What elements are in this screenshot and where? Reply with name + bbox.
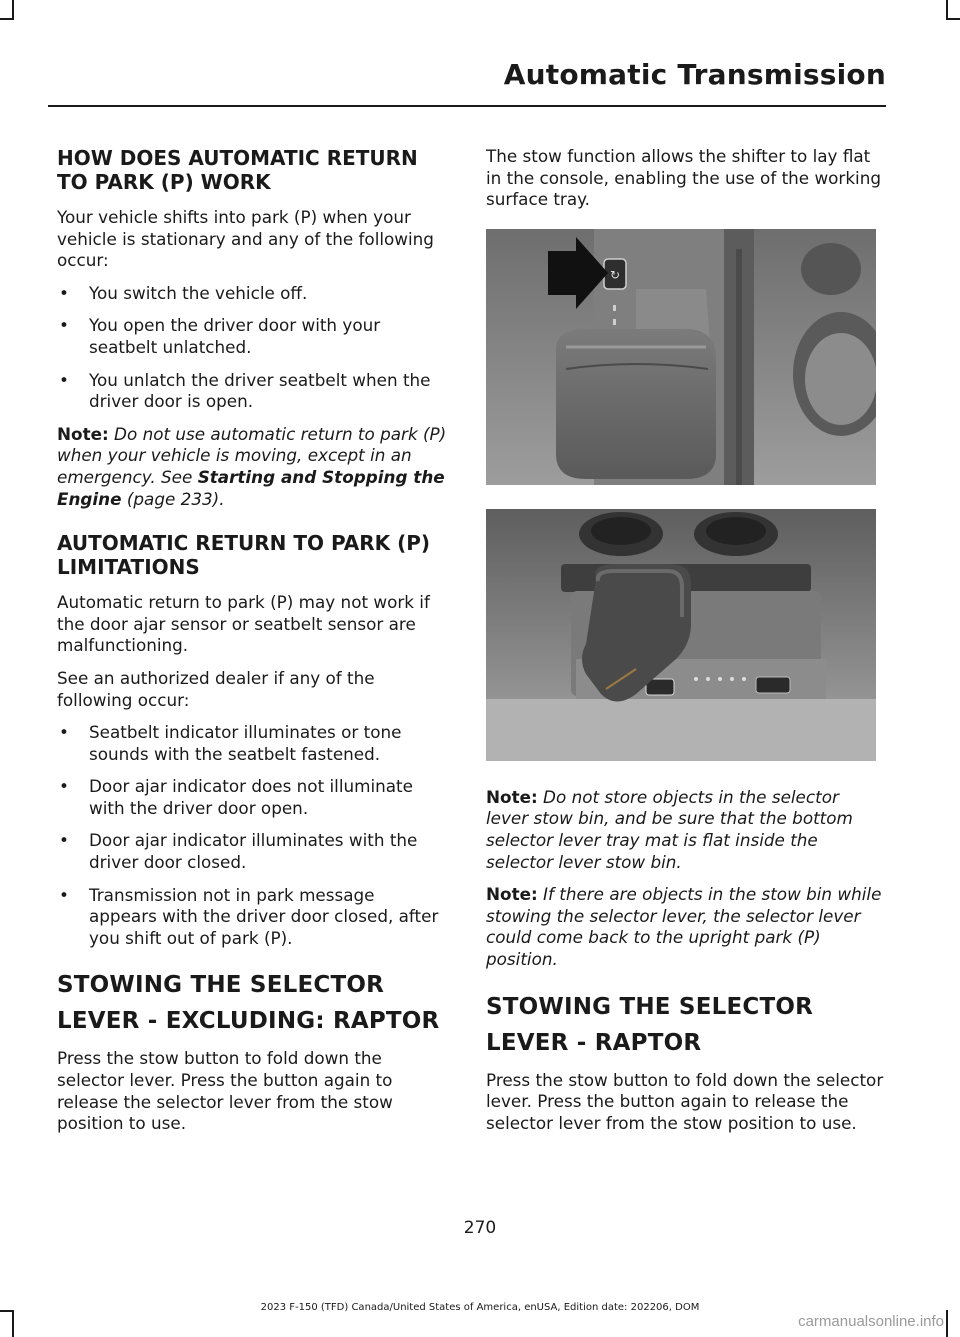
watermark: carmanualsonline.info (798, 1313, 944, 1330)
heading-stowing-selector-excluding-raptor (57, 970, 447, 1036)
heading-return-to-park-limitations: AUTOMATIC RETURN TO PARK (P) LIMITATIONS (57, 531, 431, 580)
note-text: If there are objects in the stow bin while stowing the selector lever, the selector lever could come back to the upright park (P) position. (486, 884, 882, 969)
console-upright-shifter-image (486, 229, 876, 485)
list-item (57, 885, 447, 950)
list-item-text: You unlatch the driver seatbelt when the driver door is open. (89, 369, 431, 412)
page-reference: (page 233). (126, 488, 225, 509)
bullet-icon: • (59, 776, 69, 797)
crop-mark (12, 1310, 14, 1337)
list-item-text: Seatbelt indicator illuminates or tone sounds with the seatbelt fastened. (89, 722, 402, 764)
paragraph: Press the stow button to fold down the selector lever. Press the button again to release the selector lever from the stow position to use. (57, 1048, 393, 1134)
crop-mark (946, 1310, 948, 1337)
heading-line: STOWING THE SELECTOR (57, 972, 384, 999)
bullet-icon: • (59, 722, 69, 743)
list-item (57, 776, 447, 819)
note-label: Note: (57, 423, 109, 444)
bullet-list (57, 722, 447, 949)
heading-line: LEVER - EXCLUDING: RAPTOR (57, 1008, 440, 1035)
paragraph: Press the stow button to fold down the selector lever. Press the button again to release the selector lever from the stow position to use. (486, 1069, 884, 1133)
page-title: Automatic Transmission (503, 58, 886, 91)
heading-line: LEVER - RAPTOR (486, 1029, 702, 1056)
note-label: Note: (486, 786, 538, 807)
bullet-icon: • (59, 315, 69, 336)
note (57, 424, 447, 510)
list-item (57, 370, 447, 413)
paragraph: The stow function allows the shifter to lay flat in the console, enabling the use of the working surface tray. (486, 146, 881, 210)
note-text: Do not use automatic return to park (P) when your vehicle is moving, except in an emergency. See (57, 423, 447, 487)
stowed-shifter-illustration (486, 509, 876, 761)
console-stowed-shifter-image (486, 509, 876, 761)
bullet-icon: • (59, 884, 69, 905)
note-text: Do not store objects in the selector lever stow bin, and be sure that the bottom selector lever tray mat is flat inside the selector lever stow bin. (486, 786, 853, 872)
page-number: 270 (463, 1218, 497, 1238)
list-item (57, 283, 447, 305)
note-label: Note: (486, 884, 538, 905)
list-item (57, 315, 447, 358)
list-item-text: Door ajar indicator illuminates with the driver door closed. (89, 830, 418, 873)
bullet-icon: • (59, 282, 69, 303)
list-item-text: Transmission not in park message appears with the driver door closed, after you shift out of park (P). (89, 884, 439, 948)
bullet-icon: • (59, 830, 69, 851)
crop-mark (946, 0, 948, 20)
paragraph: Your vehicle shifts into park (P) when your vehicle is stationary and any of the following occur: (57, 207, 434, 271)
svg-text:↻: ↻ (609, 267, 621, 282)
list-item-text: You open the driver door with your seatbelt unlatched. (89, 315, 381, 357)
heading-stowing-selector-raptor (486, 992, 884, 1058)
header-rule (48, 105, 886, 107)
edition-footer: 2023 F-150 (TFD) Canada/United States of America, enUSA, Edition date: 202206, DOM (260, 1302, 700, 1313)
right-column (486, 146, 884, 1145)
list-item (57, 830, 447, 873)
crop-mark (946, 18, 960, 20)
paragraph: Automatic return to park (P) may not work if the door ajar sensor or seatbelt sensor are malfunctioning. (57, 592, 430, 656)
cross-reference-link[interactable]: Starting and Stopping the Engine (57, 466, 445, 509)
heading-line: STOWING THE SELECTOR (486, 993, 813, 1020)
left-column (57, 146, 447, 1146)
list-item-text: Door ajar indicator does not illuminate with the driver door open. (89, 776, 413, 818)
stow-button-illustration (486, 229, 876, 485)
bullet-list (57, 283, 447, 413)
bullet-icon: • (59, 369, 69, 390)
list-item (57, 722, 447, 765)
list-item-text: You switch the vehicle off. (89, 282, 308, 303)
paragraph: See an authorized dealer if any of the following occur: (57, 667, 375, 710)
heading-how-return-to-park: HOW DOES AUTOMATIC RETURN TO PARK (P) WORK (57, 146, 418, 194)
note (486, 884, 884, 970)
note (486, 787, 884, 873)
crop-mark (0, 18, 14, 20)
crop-mark (12, 0, 14, 20)
